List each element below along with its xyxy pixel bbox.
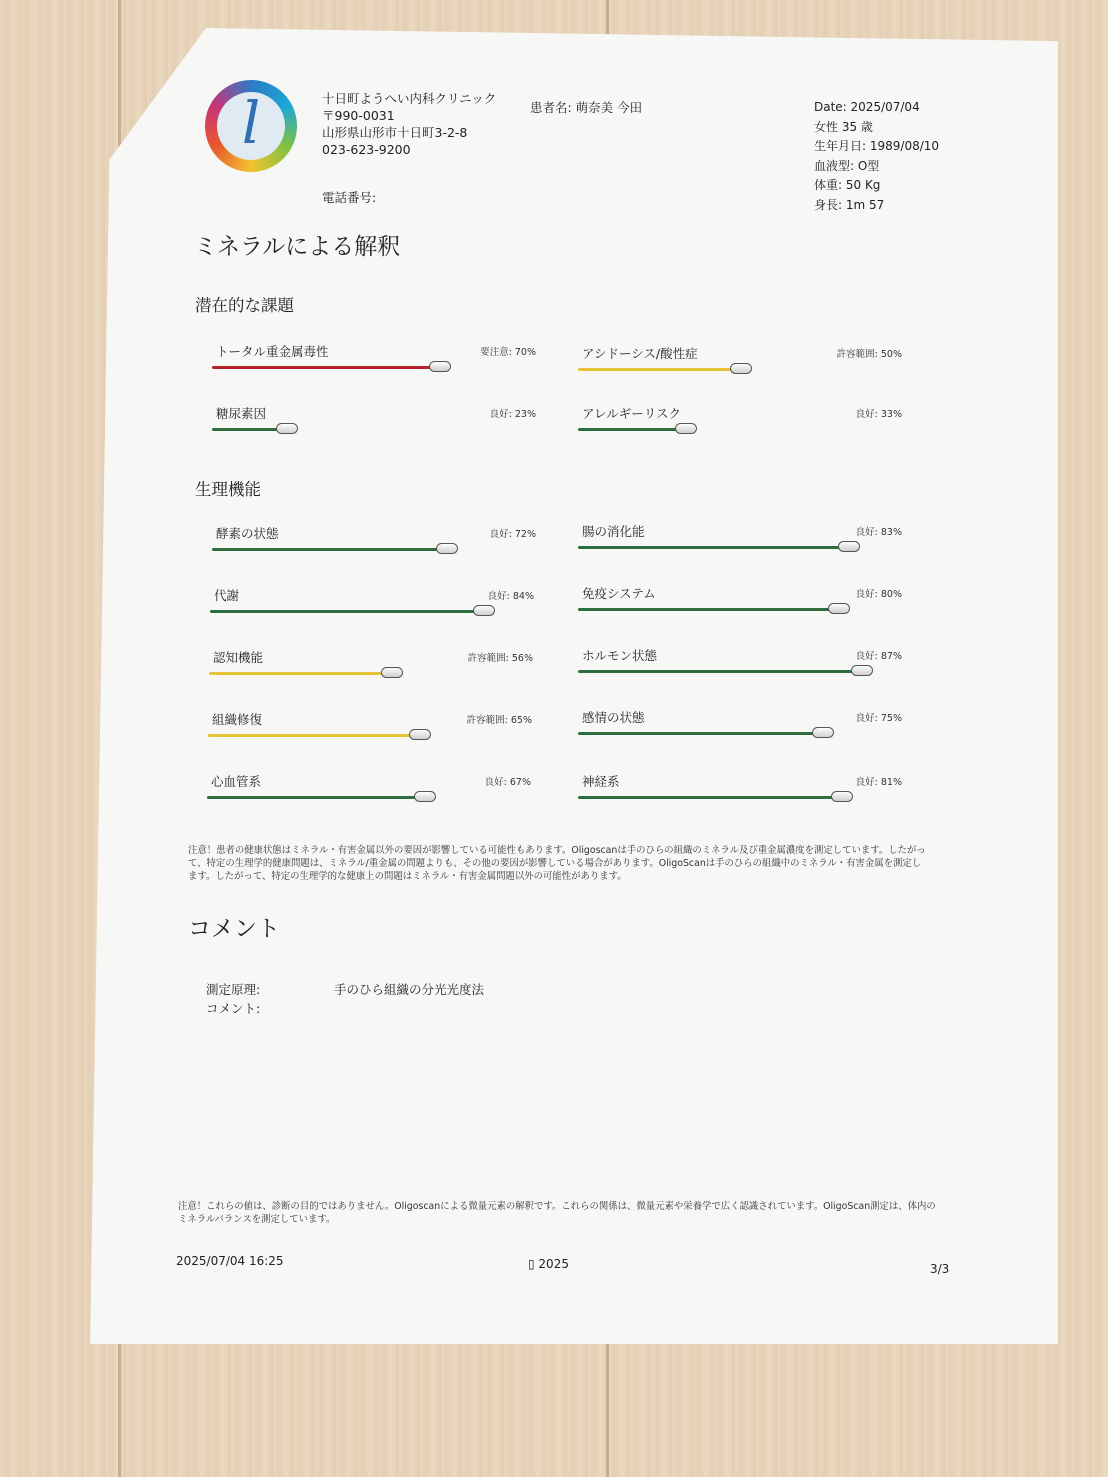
footer-note: 注意！これらの値は、診断の目的ではありません。Oligoscanによる微量元素の解釈です。これらの関係は、微量元素や栄養学で広く認識されています。OligoScan測定は、体内のミネラルバランスを測定しています。 bbox=[178, 1201, 936, 1226]
gauge-fill bbox=[578, 368, 741, 371]
gauge-fill bbox=[578, 428, 686, 431]
clinic-address: 山形県山形市十日町3-2-8 bbox=[322, 125, 468, 140]
gauge-fill bbox=[210, 610, 484, 613]
gauge-item bbox=[578, 404, 904, 444]
gauge-status: 許容範囲: 56% bbox=[467, 653, 533, 664]
gauge-label: 代謝 bbox=[214, 588, 240, 603]
patient-height: 身長: 1m 57 bbox=[814, 197, 885, 212]
gauge-status: 許容範囲: 50% bbox=[836, 349, 902, 360]
gauge-status: 要注意: 70% bbox=[480, 347, 536, 358]
comment-labels bbox=[206, 980, 260, 1018]
gauge-status: 良好: 67% bbox=[484, 777, 531, 788]
principle-value: 手のひら組織の分光光度法 bbox=[334, 982, 485, 997]
gauge-status: 良好: 84% bbox=[487, 591, 534, 602]
gauge-label: 免疫システム bbox=[582, 586, 656, 601]
copyright: ▯ 2025 bbox=[528, 1257, 569, 1271]
gauge-knob bbox=[812, 727, 834, 738]
gauge-status: 良好: 87% bbox=[855, 651, 902, 662]
gauge-knob bbox=[429, 361, 451, 372]
gauge-label: ホルモン状態 bbox=[582, 648, 658, 663]
report-date: Date: 2025/07/04 bbox=[814, 100, 920, 114]
section-heading-potential: 潜在的な課題 bbox=[195, 296, 294, 315]
gauge-knob bbox=[414, 791, 436, 802]
gauge-status: 良好: 23% bbox=[489, 409, 536, 420]
gauge-status: 良好: 83% bbox=[855, 527, 902, 538]
gauge-knob bbox=[831, 791, 853, 802]
patient-name: 患者名: 萌奈美 今田 bbox=[530, 100, 643, 115]
gauge-knob bbox=[409, 729, 431, 740]
gauge-fill bbox=[578, 608, 839, 611]
gauge-item bbox=[212, 404, 538, 444]
gauge-item bbox=[578, 584, 904, 624]
gauge-fill bbox=[578, 732, 823, 735]
gauge-item bbox=[212, 342, 538, 382]
patient-birthdate: 生年月日: 1989/08/10 bbox=[814, 139, 940, 153]
gauge-fill bbox=[209, 672, 392, 675]
section-heading-physiology: 生理機能 bbox=[195, 480, 261, 499]
gauge-knob bbox=[473, 605, 495, 616]
gauge-item bbox=[578, 646, 904, 686]
page-number: 3/3 bbox=[930, 1262, 950, 1276]
gauge-knob bbox=[276, 423, 298, 434]
gauge-status: 良好: 80% bbox=[855, 589, 902, 600]
gauge-fill bbox=[207, 796, 425, 799]
gauge-fill bbox=[578, 796, 842, 799]
gauge-label: 心血管系 bbox=[211, 774, 262, 789]
gauge-fill bbox=[578, 670, 862, 673]
gauge-label: 認知機能 bbox=[213, 650, 264, 665]
gauge-status: 良好: 81% bbox=[855, 777, 902, 788]
patient-info bbox=[814, 98, 939, 215]
gauge-knob bbox=[838, 541, 860, 552]
clinic-name: 十日町ようへい内科クリニック bbox=[322, 91, 497, 106]
gauge-item bbox=[210, 586, 536, 626]
gauge-item bbox=[578, 344, 904, 384]
gauge-item bbox=[207, 772, 533, 812]
patient-weight: 体重: 50 Kg bbox=[814, 178, 881, 192]
patient-sex-age: 女性 35 歳 bbox=[814, 119, 873, 134]
gauge-label: アシドーシス/酸性症 bbox=[582, 346, 698, 361]
gauge-status: 許容範囲: 65% bbox=[466, 715, 532, 726]
gauge-item bbox=[212, 524, 538, 564]
gauge-label: 糖尿素因 bbox=[216, 406, 267, 421]
page-title: ミネラルによる解釈 bbox=[194, 234, 401, 260]
gauge-status: 良好: 75% bbox=[855, 713, 902, 724]
gauge-knob bbox=[730, 363, 752, 374]
gauge-fill bbox=[208, 734, 420, 737]
clinic-logo: l bbox=[205, 80, 297, 172]
gauge-knob bbox=[436, 543, 458, 554]
gauge-label: 神経系 bbox=[582, 774, 620, 789]
gauge-label: 腸の消化能 bbox=[582, 524, 645, 539]
gauge-label: 酵素の状態 bbox=[216, 526, 279, 541]
gauge-item bbox=[209, 648, 535, 688]
patient-blood-type: 血液型: O型 bbox=[814, 158, 880, 173]
gauge-item bbox=[208, 710, 534, 750]
gauge-item bbox=[578, 522, 904, 562]
gauge-fill bbox=[212, 548, 447, 551]
comment-heading: コメント bbox=[188, 916, 280, 942]
gauge-item bbox=[578, 772, 904, 812]
gauge-fill bbox=[578, 546, 849, 549]
gauge-label: アレルギーリスク bbox=[582, 406, 681, 421]
gauge-item bbox=[578, 708, 904, 748]
clinic-postal: 〒990-0031 bbox=[322, 108, 395, 123]
print-datetime: 2025/07/04 16:25 bbox=[176, 1254, 284, 1268]
phone-label: 電話番号: bbox=[322, 190, 377, 205]
gauge-fill bbox=[212, 366, 440, 369]
clinic-tel: 023-623-9200 bbox=[322, 142, 411, 157]
gauge-status: 良好: 33% bbox=[855, 409, 902, 420]
gauge-knob bbox=[851, 665, 873, 676]
gauge-knob bbox=[828, 603, 850, 614]
gauge-label: 感情の状態 bbox=[582, 710, 645, 725]
gauge-knob bbox=[381, 667, 403, 678]
gauge-knob bbox=[675, 423, 697, 434]
comment-label: コメント: bbox=[206, 1001, 261, 1016]
clinic-info bbox=[322, 90, 496, 158]
gauge-status: 良好: 72% bbox=[489, 529, 536, 540]
gauge-label: トータル重金属毒性 bbox=[216, 344, 329, 359]
gauge-label: 組織修復 bbox=[212, 712, 263, 727]
principle-label: 測定原理: bbox=[206, 982, 261, 997]
disclaimer-note: 注意！患者の健康状態はミネラル・有害金属以外の要因が影響している可能性もあります。Oligoscanは手のひらの組織のミネラル及び重金属濃度を測定しています。したがって、特定の生理学的健康問題は、ミネラル/重金属の問題よりも、その他の要因が影響している場合があります。OligoScanは手のひらの組織中のミネラル・有害金属を測定します。したがって、特定の生理学的な健康上の問題はミネラル・有害金属問題以外の可能性があります。 bbox=[188, 845, 926, 883]
